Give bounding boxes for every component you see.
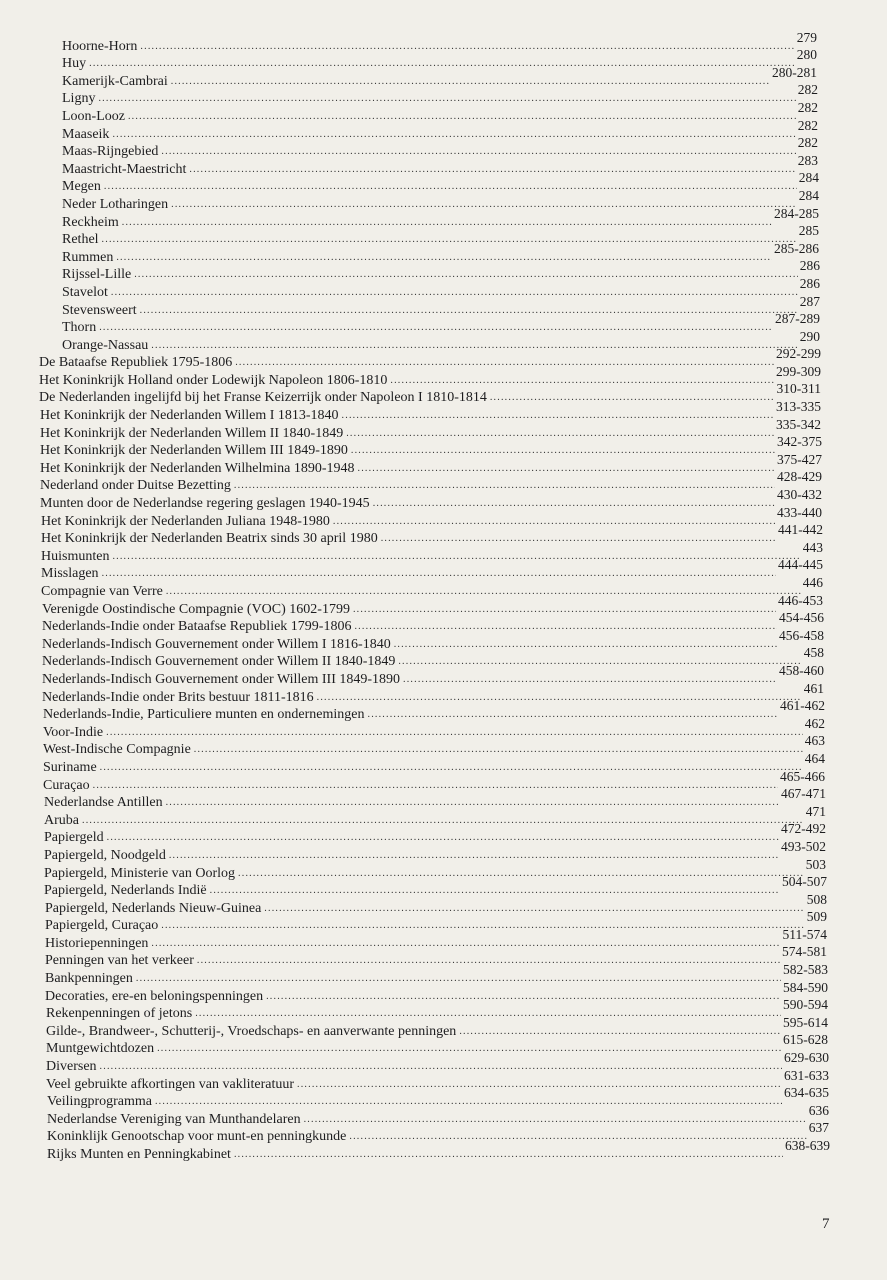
dot-leader bbox=[197, 955, 780, 967]
dot-leader bbox=[111, 287, 798, 299]
toc-entry-pages: 310-311 bbox=[776, 381, 821, 397]
toc-entry-title: Nederlands-Indie onder Brits bestuur 1811-1816 bbox=[42, 689, 314, 705]
toc-entry-title: Reckheim bbox=[62, 214, 119, 230]
toc-entry-title: Munten door de Nederlandse regering geslagen 1940-1945 bbox=[40, 496, 370, 512]
toc-entry-pages: 631-633 bbox=[784, 1067, 829, 1083]
dot-leader bbox=[82, 815, 804, 827]
dot-leader bbox=[235, 357, 774, 369]
toc-entry-title: Stevensweert bbox=[62, 302, 137, 318]
toc-entry bbox=[0, 592, 887, 618]
toc-entry-title: Bankpenningen bbox=[45, 971, 133, 987]
toc-entry bbox=[0, 170, 887, 196]
toc-entry bbox=[0, 962, 887, 987]
toc-entry-title: Neder Lotharingen bbox=[62, 196, 169, 212]
toc-entry bbox=[0, 1085, 887, 1111]
dot-leader bbox=[89, 58, 795, 70]
toc-entry-pages: 280-281 bbox=[772, 64, 817, 80]
dot-leader bbox=[210, 885, 780, 897]
toc-entry-title: Megen bbox=[62, 179, 101, 195]
toc-entry bbox=[0, 944, 887, 970]
dot-leader bbox=[234, 1149, 783, 1161]
toc-entry-pages: 280 bbox=[796, 47, 817, 63]
toc-entry-pages: 282 bbox=[797, 82, 818, 98]
toc-entry-title: Papiergeld, Ministerie van Oorlog bbox=[44, 865, 236, 881]
toc-entry-pages: 509 bbox=[806, 909, 827, 925]
toc-entry-pages: 458 bbox=[803, 645, 824, 661]
toc-entry-title: Maastricht-Maestricht bbox=[62, 161, 187, 177]
toc-entry-title: West-Indische Compagnie bbox=[43, 742, 191, 758]
toc-entry-title: Gilde-, Brandweer-, Schutterij-, Vroedschaps- en aanverwante penningen bbox=[46, 1023, 457, 1039]
dot-leader bbox=[99, 322, 773, 334]
toc-entry-pages: 511-574 bbox=[782, 926, 827, 942]
toc-entry bbox=[0, 117, 887, 143]
toc-entry-title: Papiergeld, Noodgeld bbox=[44, 847, 166, 863]
dot-leader bbox=[189, 164, 795, 176]
toc-entry-pages: 283 bbox=[797, 152, 818, 168]
dot-leader bbox=[136, 973, 781, 985]
toc-entry bbox=[0, 856, 887, 882]
dot-leader bbox=[166, 586, 801, 598]
dot-leader bbox=[157, 1043, 781, 1055]
toc-entry-title: Hoorne-Horn bbox=[62, 38, 138, 54]
toc-entry bbox=[0, 47, 887, 73]
toc-entry-pages: 615-628 bbox=[783, 1032, 828, 1048]
dot-leader bbox=[297, 1079, 782, 1091]
toc-entry bbox=[0, 733, 887, 759]
toc-entry bbox=[0, 874, 887, 900]
toc-entry bbox=[0, 645, 887, 671]
toc-entry-title: Veel gebruikte afkortingen van vakliteratuur bbox=[46, 1076, 295, 1092]
toc-entry bbox=[0, 680, 887, 706]
toc-entry-title: Rijks Munten en Penningkabinet bbox=[47, 1147, 231, 1162]
toc-entry-pages: 375-427 bbox=[777, 451, 822, 467]
toc-entry-pages: 465-466 bbox=[780, 768, 825, 784]
toc-entry-pages: 472-492 bbox=[781, 821, 826, 837]
dot-leader bbox=[368, 709, 779, 721]
toc-entry-title: Nederlandse Vereniging van Munthandelaren bbox=[47, 1111, 301, 1127]
dot-leader bbox=[161, 146, 795, 158]
dot-leader bbox=[403, 674, 777, 686]
toc-entry-pages: 471 bbox=[805, 803, 826, 819]
toc-entry-title: Het Koninkrijk der Nederlanden Willem I 1813-1840 bbox=[40, 408, 339, 424]
toc-entry bbox=[0, 1138, 887, 1163]
toc-entry-title: Nederlands-Indisch Gouvernement onder Willem III 1849-1890 bbox=[42, 671, 401, 687]
toc-entry-title: Suriname bbox=[43, 759, 97, 775]
dot-leader bbox=[266, 991, 781, 1003]
dot-leader bbox=[122, 217, 772, 229]
toc-entry bbox=[0, 1120, 887, 1146]
toc-entry-pages: 282 bbox=[797, 135, 818, 151]
toc-entry-pages: 282 bbox=[797, 117, 818, 133]
toc-entry bbox=[0, 821, 887, 847]
toc-entry bbox=[0, 381, 887, 407]
dot-leader bbox=[140, 305, 798, 317]
toc-entry-pages: 464 bbox=[804, 750, 825, 766]
toc-entry bbox=[0, 698, 887, 724]
toc-entry-pages: 284-285 bbox=[774, 205, 819, 221]
toc-entry-title: Penningen van het verkeer bbox=[45, 953, 194, 969]
page-number: 7 bbox=[822, 1216, 830, 1232]
dot-leader bbox=[381, 533, 776, 545]
dot-leader bbox=[169, 850, 779, 862]
dot-leader bbox=[98, 93, 795, 105]
toc-entry-title: Rekenpenningen of jetons bbox=[46, 1006, 193, 1022]
toc-entry bbox=[0, 838, 887, 864]
toc-entry bbox=[0, 522, 887, 548]
toc-entry-pages: 287-289 bbox=[775, 311, 820, 327]
dot-leader bbox=[304, 1114, 807, 1126]
toc-entry-title: Het Koninkrijk der Nederlanden Willem III 1849-1890 bbox=[40, 443, 348, 459]
dot-leader bbox=[317, 692, 802, 704]
toc-entry-title: Muntgewichtdozen bbox=[46, 1041, 155, 1057]
dot-leader bbox=[354, 621, 777, 633]
toc-entry-pages: 636 bbox=[808, 1102, 829, 1118]
toc-entry-title: Kamerijk-Cambrai bbox=[62, 73, 168, 89]
toc-entry-pages: 430-432 bbox=[777, 487, 822, 503]
toc-entry bbox=[0, 575, 887, 600]
toc-entry-pages: 458-460 bbox=[779, 662, 824, 678]
toc-entry-pages: 574-581 bbox=[782, 944, 827, 960]
toc-entry-pages: 467-471 bbox=[781, 786, 826, 802]
toc-entry-pages: 279 bbox=[796, 29, 817, 45]
toc-entry-title: Orange-Nassau bbox=[62, 337, 149, 353]
dot-leader bbox=[151, 340, 797, 352]
dot-leader bbox=[358, 463, 776, 475]
toc-entry-title: Decoraties, ere-en beloningspenningen bbox=[45, 988, 264, 1004]
toc-entry bbox=[0, 786, 887, 812]
toc-entry-title: Stavelot bbox=[62, 284, 108, 300]
toc-entry-title: Rijssel-Lille bbox=[62, 267, 132, 283]
dot-leader bbox=[351, 445, 775, 457]
toc-entry-pages: 290 bbox=[799, 328, 820, 344]
toc-entry bbox=[0, 997, 887, 1023]
dot-leader bbox=[107, 832, 779, 844]
dot-leader bbox=[194, 744, 803, 756]
dot-leader bbox=[112, 129, 795, 141]
toc-entry-pages: 342-375 bbox=[777, 434, 822, 450]
dot-leader bbox=[171, 76, 770, 88]
toc-entry-title: Maaseik bbox=[62, 126, 110, 142]
toc-entry-pages: 313-335 bbox=[776, 399, 821, 415]
toc-entry-title: Nederlands-Indie onder Bataafse Republiek 1799-1806 bbox=[42, 619, 352, 635]
toc-entry-title: Papiergeld, Nederlands Indië bbox=[44, 883, 207, 899]
dot-leader bbox=[112, 551, 800, 563]
toc-entry bbox=[0, 311, 887, 337]
dot-leader bbox=[195, 1008, 781, 1020]
toc-entry-title: Nederlands-Indisch Gouvernement onder Willem I 1816-1840 bbox=[42, 636, 391, 652]
dot-leader bbox=[106, 727, 803, 739]
toc-entry-pages: 629-630 bbox=[784, 1050, 829, 1066]
toc-entry-pages: 428-429 bbox=[777, 469, 822, 485]
dot-leader bbox=[104, 181, 797, 193]
toc-entry-title: Historiepenningen bbox=[45, 935, 149, 951]
toc-entry-pages: 282 bbox=[797, 99, 818, 115]
toc-entry-pages: 446 bbox=[802, 575, 823, 590]
toc-entry-pages: 284 bbox=[798, 187, 819, 203]
toc-entry bbox=[0, 346, 887, 372]
toc-entry-title: Misslagen bbox=[41, 566, 99, 582]
toc-entry bbox=[0, 487, 887, 512]
dot-leader bbox=[373, 498, 775, 510]
toc-entry-pages: 461-462 bbox=[780, 698, 825, 714]
dot-leader bbox=[102, 568, 776, 580]
dot-leader bbox=[161, 920, 804, 932]
toc-entry-title: Voor-Indie bbox=[43, 724, 104, 740]
toc-entry bbox=[0, 258, 887, 284]
dot-leader bbox=[342, 410, 774, 422]
toc-entry bbox=[0, 909, 887, 935]
toc-entry-title: Veilingprogramma bbox=[47, 1094, 152, 1110]
dot-leader bbox=[100, 762, 803, 774]
toc-entry-title: Compagnie van Verre bbox=[41, 584, 163, 599]
toc-entry-title: Ligny bbox=[62, 91, 96, 107]
toc-entry bbox=[0, 469, 887, 495]
toc-entry-pages: 456-458 bbox=[779, 627, 824, 643]
toc-entry bbox=[0, 610, 887, 636]
toc-entry-title: Het Koninkrijk der Nederlanden Beatrix sinds 30 april 1980 bbox=[41, 531, 378, 547]
dot-leader bbox=[459, 1026, 781, 1038]
toc-entry bbox=[0, 223, 887, 249]
toc-entry-title: De Bataafse Republiek 1795-1806 bbox=[39, 355, 233, 371]
dot-leader bbox=[333, 516, 775, 528]
toc-entry bbox=[0, 293, 887, 319]
toc-entry-title: Aruba bbox=[44, 812, 79, 828]
toc-entry-title: Verenigde Oostindische Compagnie (VOC) 1602-1799 bbox=[42, 601, 350, 617]
toc-entry-pages: 299-309 bbox=[776, 363, 821, 379]
toc-entry-title: Papiergeld bbox=[44, 830, 104, 846]
toc-entry-pages: 454-456 bbox=[779, 610, 824, 626]
toc-entry bbox=[0, 399, 887, 424]
toc-entry-title: Het Koninkrijk der Nederlanden Juliana 1948-1980 bbox=[41, 513, 330, 529]
toc-entry-pages: 444-445 bbox=[778, 557, 823, 573]
toc-entry bbox=[0, 434, 887, 460]
toc-entry-pages: 284 bbox=[798, 170, 819, 186]
toc-entry-pages: 493-502 bbox=[781, 838, 826, 854]
toc-entry-pages: 285-286 bbox=[774, 240, 819, 256]
toc-entry-pages: 595-614 bbox=[783, 1014, 828, 1030]
toc-entry-title: Het Koninkrijk der Nederlanden Wilhelmina 1890-1948 bbox=[40, 460, 355, 476]
dot-leader bbox=[264, 903, 804, 915]
toc-entry bbox=[0, 1050, 887, 1075]
dot-leader bbox=[346, 428, 774, 440]
toc-entry-title: Maas-Rijngebied bbox=[62, 144, 159, 160]
dot-leader bbox=[166, 797, 779, 809]
dot-leader bbox=[116, 252, 772, 264]
toc-entry-title: Rummen bbox=[62, 249, 114, 265]
toc-entry-title: Het Koninkrijk der Nederlanden Willem II 1840-1849 bbox=[40, 425, 344, 441]
toc-entry-title: Nederlands-Indie, Particuliere munten en ondernemingen bbox=[43, 707, 365, 723]
toc-entry-pages: 461 bbox=[803, 680, 824, 696]
dot-leader bbox=[390, 375, 774, 387]
toc-entry-pages: 286 bbox=[799, 258, 820, 274]
toc-entry-title: Nederland onder Duitse Bezetting bbox=[40, 478, 231, 494]
toc-entry-title: Huy bbox=[62, 56, 87, 72]
toc-entry-title: Nederlandse Antillen bbox=[44, 795, 163, 811]
toc-entry bbox=[0, 557, 887, 583]
toc-entry-pages: 582-583 bbox=[783, 962, 828, 978]
toc-entry-title: Huismunten bbox=[41, 548, 110, 564]
toc-entry-pages: 503 bbox=[805, 856, 826, 872]
dot-leader bbox=[93, 780, 778, 792]
dot-leader bbox=[140, 41, 794, 53]
toc-entry bbox=[0, 135, 887, 161]
toc-entry-pages: 634-635 bbox=[784, 1085, 829, 1101]
toc-entry-title: Thorn bbox=[62, 320, 97, 336]
dot-leader bbox=[102, 234, 797, 246]
toc-entry-title: Rethel bbox=[62, 232, 99, 248]
toc-entry-title: Papiergeld, Curaçao bbox=[45, 918, 159, 934]
toc-entry-pages: 446-453 bbox=[778, 592, 823, 608]
dot-leader bbox=[234, 480, 775, 492]
toc-entry-pages: 638-639 bbox=[785, 1138, 830, 1153]
toc-entry-pages: 504-507 bbox=[782, 874, 827, 890]
toc-entry-pages: 584-590 bbox=[783, 979, 828, 995]
toc-entry-pages: 508 bbox=[806, 891, 827, 907]
dot-leader bbox=[394, 639, 777, 651]
toc-entry-pages: 590-594 bbox=[783, 997, 828, 1013]
toc-entry-pages: 462 bbox=[804, 715, 825, 731]
dot-leader bbox=[490, 392, 775, 404]
dot-leader bbox=[151, 938, 780, 950]
toc-entry bbox=[0, 29, 887, 55]
toc-entry-title: De Nederlanden ingelijfd bij het Franse Keizerrijk onder Napoleon I 1810-1814 bbox=[39, 390, 487, 406]
dot-leader bbox=[398, 656, 801, 668]
toc-entry bbox=[0, 205, 887, 231]
dot-leader bbox=[171, 199, 797, 211]
toc-entry-title: Papiergeld, Nederlands Nieuw-Guinea bbox=[45, 900, 262, 916]
toc-entry-title: Loon-Looz bbox=[62, 108, 125, 124]
toc-entry-pages: 292-299 bbox=[776, 346, 821, 362]
toc-entry bbox=[0, 82, 887, 108]
toc-entry-title: Curaçao bbox=[43, 777, 90, 793]
toc-entry-title: Nederlands-Indisch Gouvernement onder Willem II 1840-1849 bbox=[42, 654, 396, 670]
dot-leader bbox=[134, 269, 798, 281]
toc-entry bbox=[0, 768, 887, 794]
toc-entry-pages: 443 bbox=[802, 539, 823, 555]
table-of-contents bbox=[0, 29, 887, 1163]
toc-entry-pages: 433-440 bbox=[777, 504, 822, 520]
toc-entry-title: Koninklijk Genootschap voor munt-en penningkunde bbox=[47, 1129, 347, 1145]
toc-entry-pages: 335-342 bbox=[776, 416, 821, 432]
toc-entry-pages: 287 bbox=[799, 293, 820, 309]
toc-entry-pages: 463 bbox=[804, 733, 825, 749]
dot-leader bbox=[349, 1131, 806, 1143]
toc-entry-pages: 286 bbox=[799, 275, 820, 291]
toc-entry-pages: 285 bbox=[798, 223, 819, 239]
toc-entry-title: Het Koninkrijk Holland onder Lodewijk Napoleon 1806-1810 bbox=[39, 372, 388, 388]
toc-entry-title: Diversen bbox=[46, 1059, 97, 1075]
dot-leader bbox=[128, 111, 796, 123]
dot-leader bbox=[353, 604, 776, 616]
toc-entry-pages: 637 bbox=[808, 1120, 829, 1136]
dot-leader bbox=[238, 868, 804, 880]
dot-leader bbox=[155, 1096, 782, 1108]
toc-entry bbox=[0, 1032, 887, 1058]
dot-leader bbox=[100, 1061, 782, 1073]
toc-entry-pages: 441-442 bbox=[778, 522, 823, 538]
